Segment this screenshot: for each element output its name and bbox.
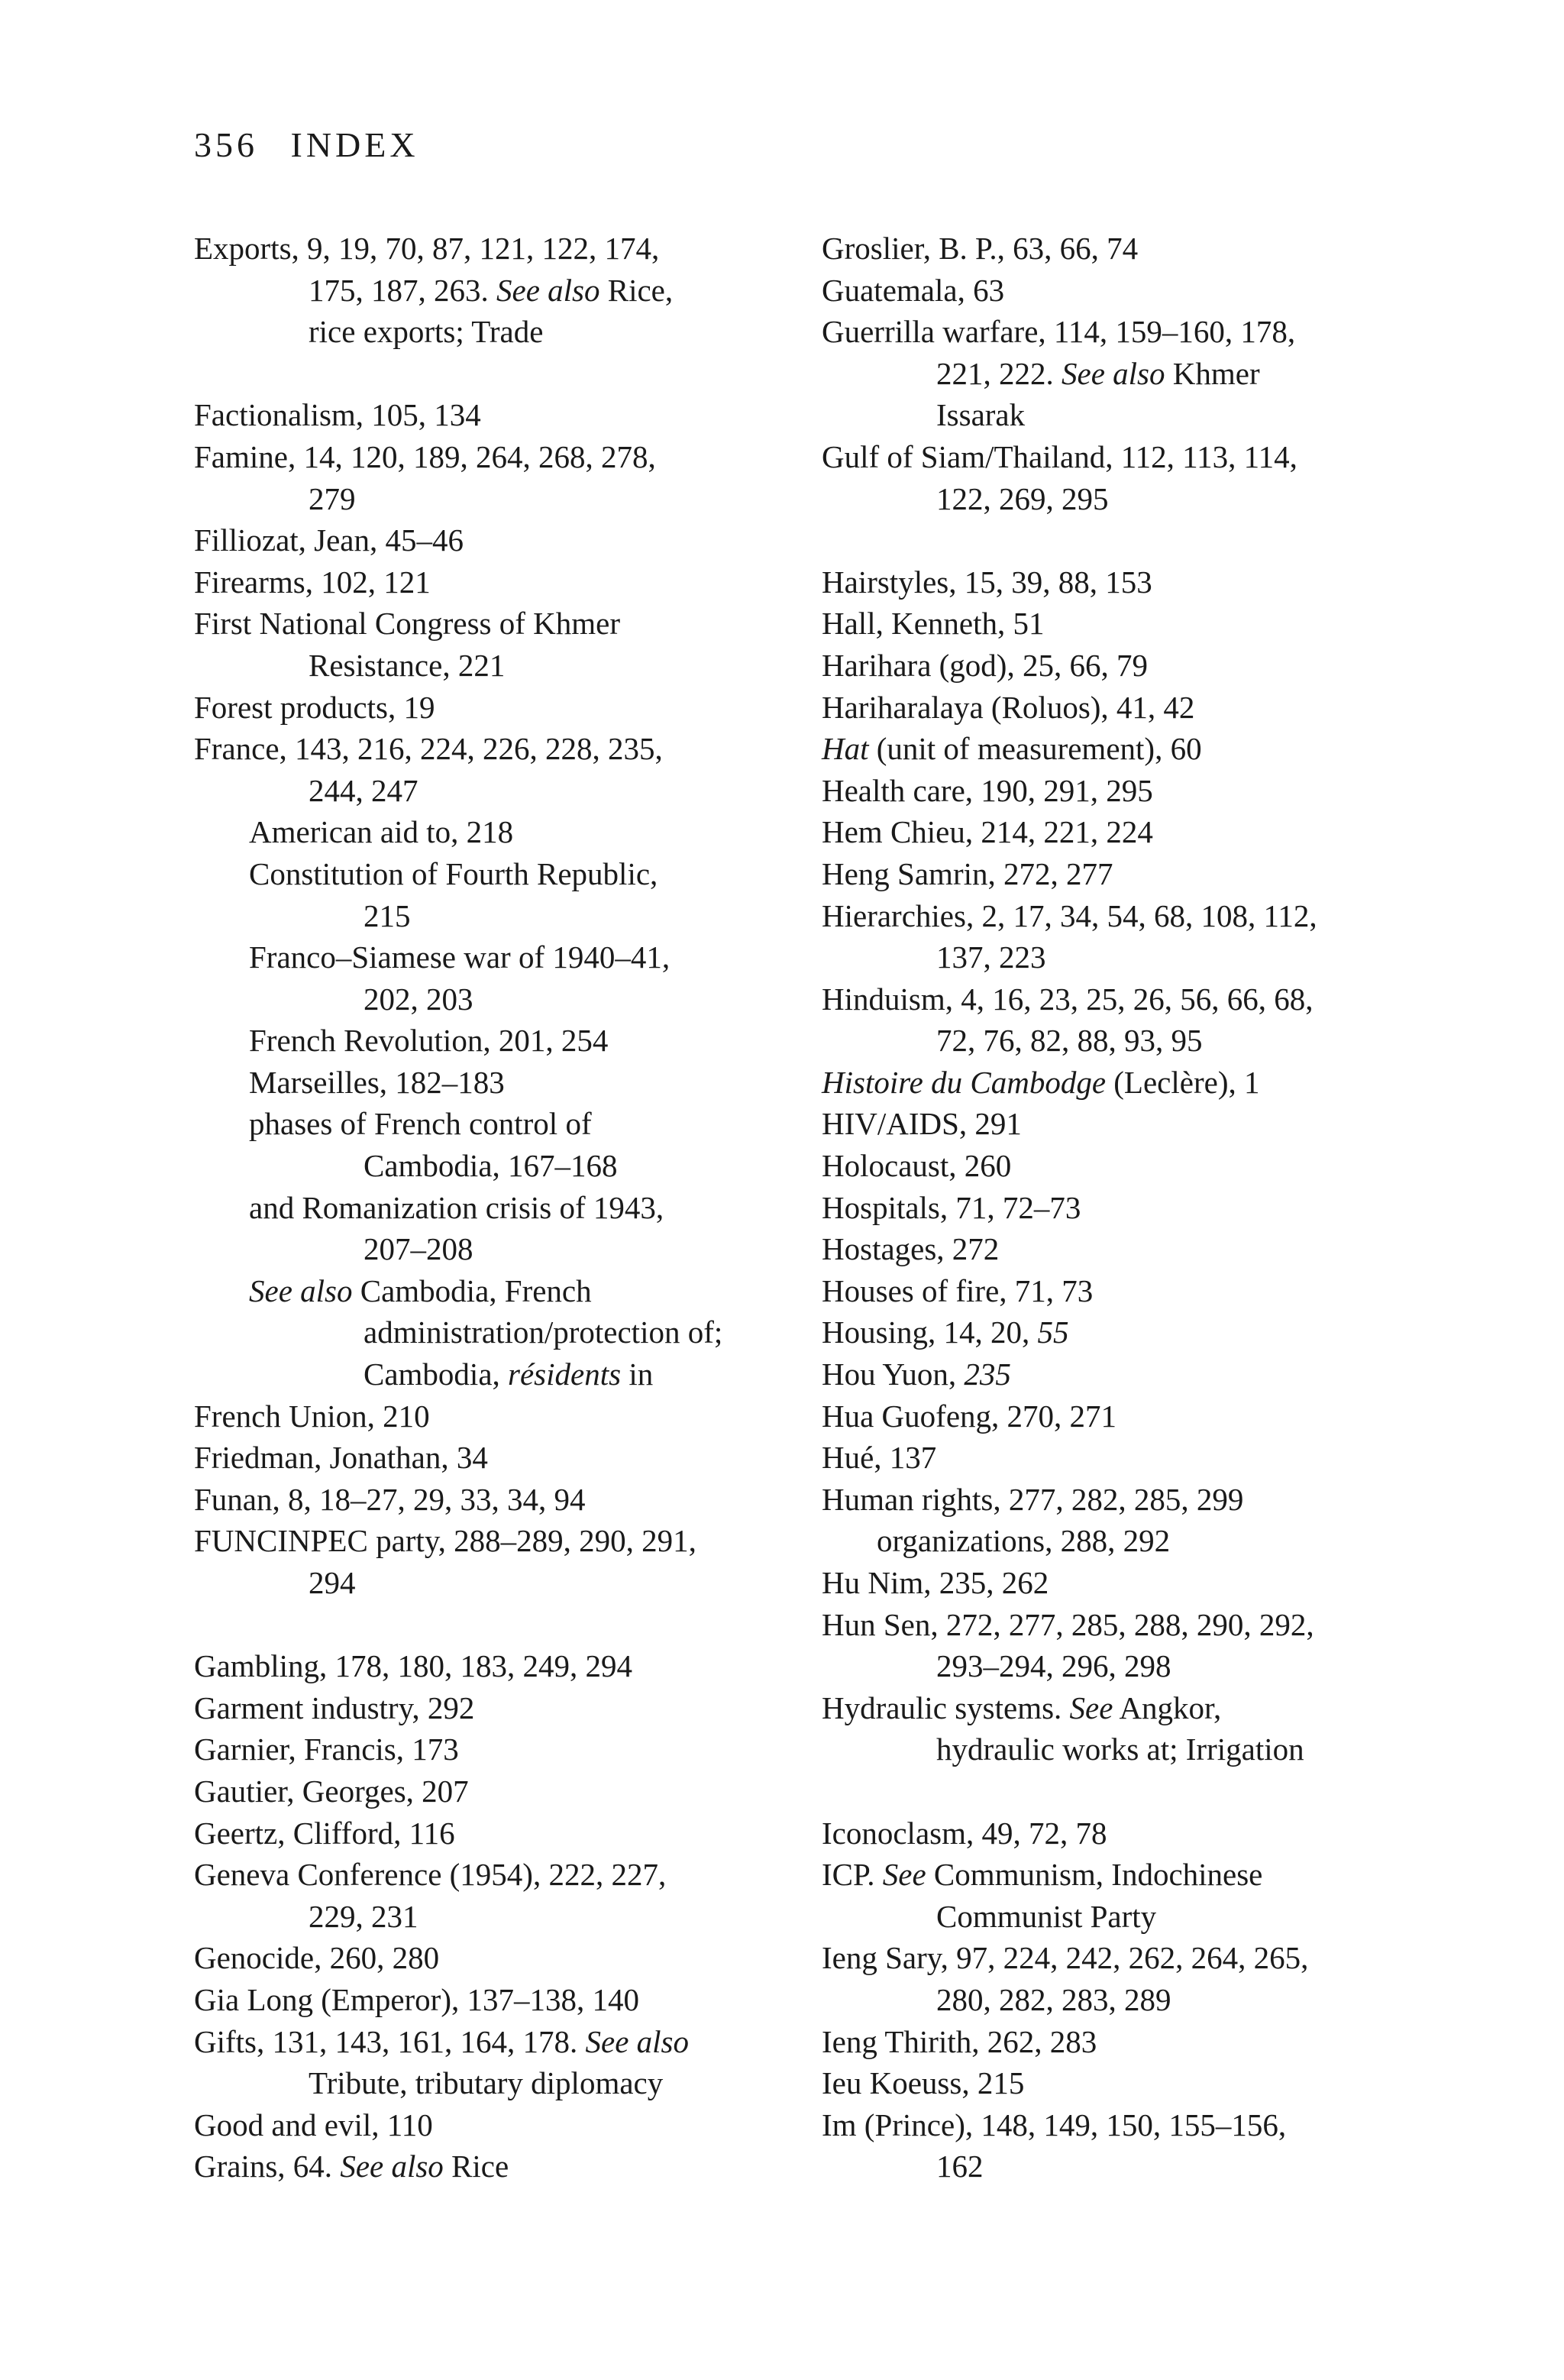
index-subentry bbox=[194, 936, 805, 978]
index-text: 202, 203 bbox=[364, 981, 473, 1017]
index-entry bbox=[822, 561, 1433, 603]
index-text: 244, 247 bbox=[309, 772, 418, 808]
index-entry-continuation bbox=[822, 394, 1433, 436]
index-subentry bbox=[194, 811, 805, 853]
index-entry-continuation bbox=[194, 770, 805, 812]
index-entry-continuation bbox=[822, 1728, 1433, 1770]
index-text: Gia Long (Emperor), 137–138, 140 bbox=[194, 1981, 639, 2017]
index-text: 122, 269, 295 bbox=[936, 480, 1109, 516]
index-text: 72, 76, 82, 88, 93, 95 bbox=[936, 1023, 1203, 1059]
index-entry bbox=[194, 1645, 805, 1687]
letter-group-gap bbox=[194, 1604, 805, 1646]
index-entry bbox=[194, 1520, 805, 1562]
index-text: FUNCINPEC party, 288–289, 290, 291, bbox=[194, 1523, 696, 1559]
index-entry bbox=[822, 311, 1433, 353]
index-text: 221, 222. bbox=[936, 355, 1062, 391]
index-entry-continuation bbox=[822, 936, 1433, 978]
index-text: First National Congress of Khmer bbox=[194, 606, 620, 642]
index-text: Housing, 14, 20, bbox=[822, 1314, 1038, 1350]
index-text: Gulf of Siam/Thailand, 112, 113, 114, bbox=[822, 438, 1297, 474]
index-entry bbox=[194, 603, 805, 645]
index-italic-text: See also bbox=[249, 1272, 353, 1308]
index-text: and Romanization crisis of 1943, bbox=[249, 1189, 664, 1225]
index-entry bbox=[194, 2021, 805, 2063]
index-text: Funan, 8, 18–27, 29, 33, 34, 94 bbox=[194, 1481, 586, 1517]
index-entry bbox=[822, 1103, 1433, 1145]
index-text: Angkor, bbox=[1113, 1690, 1222, 1725]
index-italic-text: Hat bbox=[822, 731, 869, 767]
index-text: Gifts, 131, 143, 161, 164, 178. bbox=[194, 2023, 586, 2059]
index-entry-continuation bbox=[822, 1645, 1433, 1687]
index-text: Hu Nim, 235, 262 bbox=[822, 1565, 1049, 1600]
letter-group-gap bbox=[822, 1770, 1433, 1812]
index-text: Geneva Conference (1954), 222, 227, bbox=[194, 1857, 667, 1893]
index-text: American aid to, 218 bbox=[249, 814, 514, 850]
index-entry-continuation bbox=[822, 478, 1433, 520]
index-text: 207–208 bbox=[364, 1231, 473, 1267]
index-text: Hué, 137 bbox=[822, 1440, 937, 1476]
index-entry bbox=[194, 561, 805, 603]
index-entry bbox=[822, 645, 1433, 687]
index-italic-text: résidents bbox=[508, 1357, 622, 1392]
index-entry bbox=[194, 1979, 805, 2021]
index-entry-continuation bbox=[194, 478, 805, 520]
index-text: Ieng Sary, 97, 224, 242, 262, 264, 265, bbox=[822, 1940, 1309, 1976]
index-entry bbox=[194, 1854, 805, 1896]
index-italic-text: See also bbox=[585, 2023, 689, 2059]
index-italic-text: See bbox=[1069, 1690, 1113, 1725]
index-entry bbox=[822, 895, 1433, 937]
index-entry-continuation bbox=[194, 645, 805, 687]
index-text: Cambodia, French bbox=[352, 1272, 592, 1308]
index-entry bbox=[194, 1937, 805, 1979]
index-entry bbox=[822, 728, 1433, 770]
index-subentry bbox=[194, 1187, 805, 1229]
index-text: Forest products, 19 bbox=[194, 689, 435, 725]
index-text: Genocide, 260, 280 bbox=[194, 1940, 440, 1976]
index-text: Hou Yuon, bbox=[822, 1357, 965, 1392]
index-text: Khmer bbox=[1165, 355, 1260, 391]
index-subentry bbox=[194, 1062, 805, 1104]
index-entry bbox=[822, 1479, 1433, 1521]
index-text: (unit of measurement), 60 bbox=[868, 731, 1202, 767]
index-entry bbox=[194, 436, 805, 478]
index-text: Hall, Kenneth, 51 bbox=[822, 606, 1045, 642]
index-text: Gambling, 178, 180, 183, 249, 294 bbox=[194, 1648, 632, 1684]
index-text: Hem Chieu, 214, 221, 224 bbox=[822, 814, 1153, 850]
index-text: ICP. bbox=[822, 1857, 883, 1893]
section-title: INDEX bbox=[290, 125, 419, 164]
index-subentry bbox=[822, 1520, 1433, 1562]
index-entry-continuation bbox=[822, 1020, 1433, 1062]
index-text: Hua Guofeng, 270, 271 bbox=[822, 1398, 1117, 1434]
index-text: Human rights, 277, 282, 285, 299 bbox=[822, 1481, 1244, 1517]
index-entry-continuation bbox=[822, 353, 1433, 395]
index-subentry bbox=[194, 1103, 805, 1145]
index-text: Firearms, 102, 121 bbox=[194, 564, 431, 600]
index-text: Cambodia, 167–168 bbox=[364, 1148, 618, 1184]
index-entry bbox=[194, 228, 805, 270]
index-text: Holocaust, 260 bbox=[822, 1148, 1012, 1184]
index-text: Hierarchies, 2, 17, 34, 54, 68, 108, 112, bbox=[822, 897, 1317, 933]
index-text: Friedman, Jonathan, 34 bbox=[194, 1440, 488, 1476]
index-text: 280, 282, 283, 289 bbox=[936, 1981, 1171, 2017]
index-text: Ieu Koeuss, 215 bbox=[822, 2065, 1025, 2101]
index-text: Communism, Indochinese bbox=[926, 1857, 1263, 1893]
index-text: Hostages, 272 bbox=[822, 1231, 1000, 1267]
index-entry-continuation bbox=[822, 2146, 1433, 2188]
index-entry-continuation bbox=[194, 895, 805, 937]
index-text: Filliozat, Jean, 45–46 bbox=[194, 522, 464, 558]
index-text: HIV/AIDS, 291 bbox=[822, 1106, 1022, 1142]
index-entry-continuation bbox=[194, 2062, 805, 2104]
index-entry bbox=[822, 603, 1433, 645]
index-entry-continuation bbox=[822, 1896, 1433, 1938]
index-entry bbox=[822, 1937, 1433, 1979]
index-entry bbox=[822, 1270, 1433, 1312]
index-subentry bbox=[194, 1020, 805, 1062]
index-text: Health care, 190, 291, 295 bbox=[822, 772, 1153, 808]
index-text: administration/protection of; bbox=[364, 1314, 723, 1350]
index-text: Gautier, Georges, 207 bbox=[194, 1773, 469, 1809]
index-text: Hinduism, 4, 16, 23, 25, 26, 56, 66, 68, bbox=[822, 981, 1314, 1017]
index-italic-text: 235 bbox=[964, 1357, 1011, 1392]
index-entry bbox=[822, 687, 1433, 729]
index-text: Houses of fire, 71, 73 bbox=[822, 1272, 1094, 1308]
index-subentry bbox=[194, 853, 805, 895]
index-entry bbox=[822, 1145, 1433, 1187]
index-text: Franco–Siamese war of 1940–41, bbox=[249, 939, 671, 975]
index-column-left bbox=[194, 228, 805, 2188]
index-entry bbox=[822, 2021, 1433, 2063]
index-entry bbox=[194, 1479, 805, 1521]
index-entry bbox=[194, 687, 805, 729]
index-entry bbox=[822, 1437, 1433, 1479]
index-entry bbox=[822, 1353, 1433, 1395]
index-text: Im (Prince), 148, 149, 150, 155–156, bbox=[822, 2107, 1287, 2142]
index-entry bbox=[822, 2062, 1433, 2104]
index-entry bbox=[822, 1311, 1433, 1353]
index-text: France, 143, 216, 224, 226, 228, 235, bbox=[194, 731, 663, 767]
index-entry-continuation bbox=[194, 270, 805, 312]
index-column-right bbox=[822, 228, 1433, 2188]
index-text: phases of French control of bbox=[249, 1106, 592, 1142]
index-text: Grains, 64. bbox=[194, 2149, 341, 2184]
index-text: Hun Sen, 272, 277, 285, 288, 290, 292, bbox=[822, 1606, 1314, 1642]
index-text: Issarak bbox=[936, 397, 1026, 433]
index-entry bbox=[822, 1187, 1433, 1229]
index-entry bbox=[194, 519, 805, 561]
index-text: French Union, 210 bbox=[194, 1398, 430, 1434]
index-text: Factionalism, 105, 134 bbox=[194, 397, 481, 433]
index-entry bbox=[822, 811, 1433, 853]
index-entry bbox=[822, 436, 1433, 478]
index-entry bbox=[822, 978, 1433, 1020]
index-text: hydraulic works at; Irrigation bbox=[936, 1732, 1304, 1767]
index-entry bbox=[194, 1395, 805, 1437]
index-text: Ieng Thirith, 262, 283 bbox=[822, 2023, 1097, 2059]
index-entry bbox=[194, 1728, 805, 1770]
index-text: Heng Samrin, 272, 277 bbox=[822, 855, 1113, 891]
index-entry-continuation bbox=[194, 311, 805, 353]
index-entry bbox=[822, 1562, 1433, 1604]
index-entry bbox=[194, 728, 805, 770]
letter-group-gap bbox=[822, 519, 1433, 561]
index-italic-text: See also bbox=[340, 2149, 444, 2184]
index-text: 229, 231 bbox=[309, 1898, 418, 1934]
index-italic-text: See bbox=[882, 1857, 926, 1893]
index-text: 215 bbox=[364, 897, 411, 933]
index-entry bbox=[822, 853, 1433, 895]
index-entry bbox=[822, 1228, 1433, 1270]
index-entry-continuation bbox=[194, 1311, 805, 1353]
index-entry-continuation bbox=[822, 1979, 1433, 2021]
index-entry bbox=[194, 1437, 805, 1479]
index-text: 175, 187, 263. bbox=[309, 272, 496, 308]
index-text: Cambodia, bbox=[364, 1357, 509, 1392]
index-text: Hospitals, 71, 72–73 bbox=[822, 1189, 1081, 1225]
index-entry bbox=[822, 1854, 1433, 1896]
index-text: Garnier, Francis, 173 bbox=[194, 1732, 459, 1767]
index-text: 137, 223 bbox=[936, 939, 1046, 975]
index-text: Good and evil, 110 bbox=[194, 2107, 433, 2142]
page-number: 356 bbox=[194, 125, 258, 164]
index-text: rice exports; Trade bbox=[309, 314, 544, 350]
index-entry-continuation bbox=[194, 978, 805, 1020]
index-text: Tribute, tributary diplomacy bbox=[309, 2065, 664, 2101]
index-entry bbox=[822, 1812, 1433, 1855]
index-text: 294 bbox=[309, 1565, 356, 1600]
index-text: Rice bbox=[443, 2149, 509, 2184]
index-entry-continuation bbox=[194, 1145, 805, 1187]
index-entry bbox=[822, 1062, 1433, 1104]
index-text: Hariharalaya (Roluos), 41, 42 bbox=[822, 689, 1195, 725]
index-text: Geertz, Clifford, 116 bbox=[194, 1815, 455, 1851]
index-entry-continuation bbox=[194, 1228, 805, 1270]
index-entry bbox=[822, 270, 1433, 312]
index-text: (Leclère), 1 bbox=[1106, 1064, 1260, 1100]
index-text: Garment industry, 292 bbox=[194, 1690, 475, 1725]
index-entry bbox=[194, 1770, 805, 1812]
index-text: Iconoclasm, 49, 72, 78 bbox=[822, 1815, 1107, 1851]
index-entry bbox=[194, 2146, 805, 2188]
index-text: Rice, bbox=[599, 272, 674, 308]
index-entry bbox=[822, 1395, 1433, 1437]
index-entry bbox=[822, 2104, 1433, 2146]
index-italic-text: Histoire du Cambodge bbox=[822, 1064, 1107, 1100]
index-text: Marseilles, 182–183 bbox=[249, 1064, 505, 1100]
index-text: Constitution of Fourth Republic, bbox=[249, 855, 658, 891]
index-entry bbox=[194, 1687, 805, 1729]
index-text: organizations, 288, 292 bbox=[877, 1523, 1171, 1559]
index-entry bbox=[194, 394, 805, 436]
index-subentry bbox=[194, 1270, 805, 1312]
index-italic-text: See also bbox=[1062, 355, 1165, 391]
letter-group-gap bbox=[194, 353, 805, 395]
index-entry bbox=[194, 1812, 805, 1855]
index-italic-text: See also bbox=[496, 272, 600, 308]
index-text: Communist Party bbox=[936, 1898, 1157, 1934]
index-entry-continuation bbox=[194, 1353, 805, 1395]
running-head bbox=[194, 122, 419, 168]
index-entry bbox=[194, 2104, 805, 2146]
index-text: Exports, 9, 19, 70, 87, 121, 122, 174, bbox=[194, 231, 660, 266]
index-entry bbox=[822, 228, 1433, 270]
index-entry-continuation bbox=[194, 1896, 805, 1938]
index-text: French Revolution, 201, 254 bbox=[249, 1023, 609, 1059]
index-italic-text: 55 bbox=[1037, 1314, 1069, 1350]
index-entry bbox=[822, 1687, 1433, 1729]
index-text: Guatemala, 63 bbox=[822, 272, 1005, 308]
index-text: Famine, 14, 120, 189, 264, 268, 278, bbox=[194, 438, 656, 474]
index-entry bbox=[822, 1604, 1433, 1646]
index-text: 279 bbox=[309, 480, 356, 516]
index-text: Hydraulic systems. bbox=[822, 1690, 1070, 1725]
index-entry-continuation bbox=[194, 1562, 805, 1604]
index-text: Guerrilla warfare, 114, 159–160, 178, bbox=[822, 314, 1296, 350]
index-text: 162 bbox=[936, 2149, 984, 2184]
index-text: Groslier, B. P., 63, 66, 74 bbox=[822, 231, 1139, 266]
index-entry bbox=[822, 770, 1433, 812]
index-text: Harihara (god), 25, 66, 79 bbox=[822, 647, 1148, 683]
index-text: Resistance, 221 bbox=[309, 647, 506, 683]
index-text: 293–294, 296, 298 bbox=[936, 1648, 1171, 1684]
index-text: Hairstyles, 15, 39, 88, 153 bbox=[822, 564, 1152, 600]
index-text: in bbox=[621, 1357, 654, 1392]
